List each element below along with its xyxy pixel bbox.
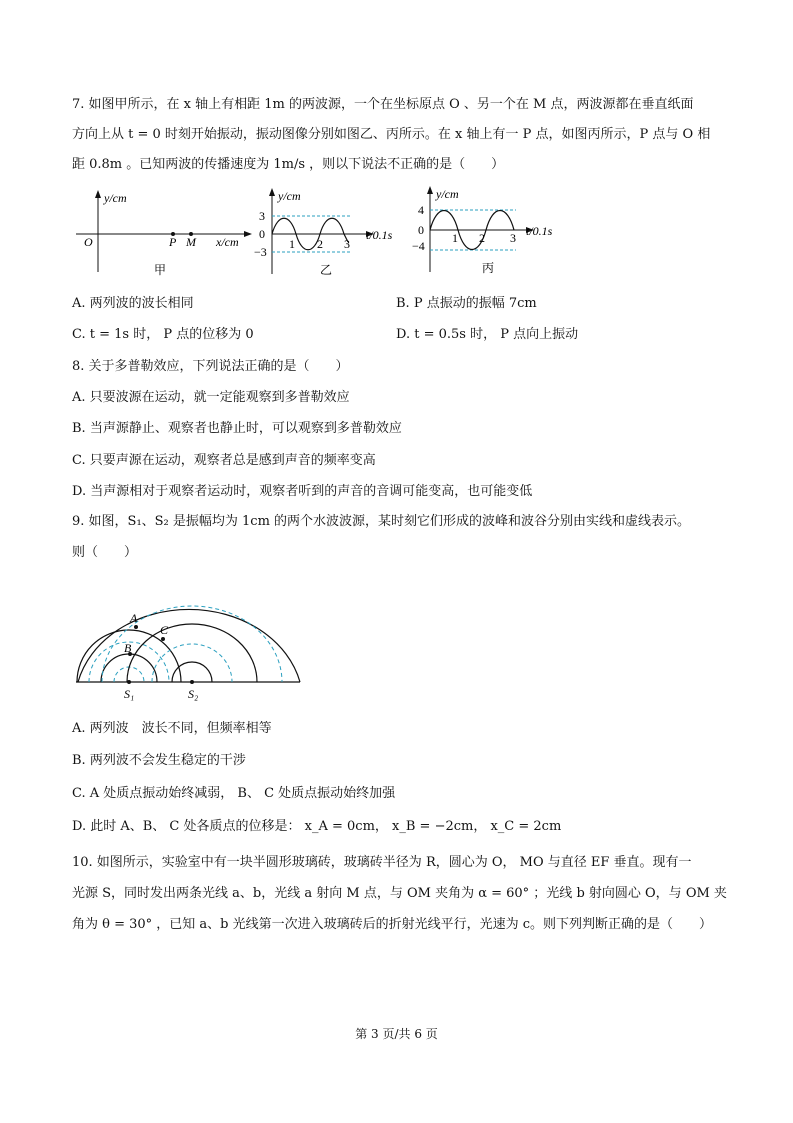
yi-caption: 乙 [320,263,333,277]
source-s2-dot [190,680,194,684]
figure-waves [72,586,304,706]
q8-option-c: C. 只要声源在运动，观察者总是感到声音的频率变高 [72,453,376,468]
q10-stem-line1: 10. 如图所示，实验室中有一块半圆形玻璃砖，玻璃砖半径为 R，圆心为 O， MO 与直径 EF 垂直。现有一 [72,855,692,870]
figure-yi [252,186,412,282]
bing-tick-1: 1 [452,231,458,245]
source-s1-dot [127,680,131,684]
jia-m-label: M [186,235,196,249]
bing-tick-2: 2 [479,231,485,245]
q7-option-d: D. t = 0.5s 时， P 点向上振动 [396,327,579,342]
q8-option-d: D. 当声源相对于观察者运动时，观察者听到的声音的音调可能变高，也可能变低 [72,484,533,499]
jia-caption: 甲 [154,263,167,277]
yi-tick-1: 1 [289,237,295,251]
q7-option-c: C. t = 1s 时， P 点的位移为 0 [72,327,254,342]
fig-label-b: B [124,641,132,655]
bing-tick-3: 3 [510,231,516,245]
fig-label-c: C [160,623,169,637]
q9-stem-line1: 9. 如图，S₁、S₂ 是振幅均为 1cm 的两个水波波源，某时刻它们形成的波峰和波谷分别由实线和虚线表示。 [72,514,691,529]
jia-xlabel: x/cm [216,235,239,249]
figure-jia [72,188,257,280]
jia-p-label: P [169,235,177,249]
q7-option-a: A. 两列波的波长相同 [72,296,194,311]
q8-option-a: A. 只要波源在运动，就一定能观察到多普勒效应 [72,390,350,405]
bing-caption: 丙 [482,261,495,275]
q9-option-d: D. 此时 A、B、 C 处各质点的位移是： x_A = 0cm， x_B = −2cm， x_C = 2cm [72,819,562,834]
fig-label-s1: S₁ [124,687,135,701]
q8-stem: 8. 关于多普勒效应，下列说法正确的是（ ） [72,359,349,374]
figure-bing [412,184,587,282]
fig-label-a: A [130,611,138,625]
yi-ylabel: y/cm [278,189,301,203]
bing-zero: 0 [418,223,424,237]
q8-option-b: B. 当声源静止、观察者也静止时，可以观察到多普勒效应 [72,421,402,436]
point-a-dot [134,625,138,629]
yi-zero: 0 [259,227,265,241]
q9-stem-line2: 则（ ） [72,545,138,560]
q9-option-a: A. 两列波 波长不同，但频率相等 [72,721,272,736]
yi-tick-3: 3 [344,237,350,251]
yi-tick-2: 2 [317,237,323,251]
bing-xlabel: t/0.1s [526,224,553,238]
fig-label-s2: S₂ [188,687,199,701]
yi-amp-neg: −3 [254,245,267,259]
yi-xlabel: t/0.1s [366,228,393,242]
jia-ylabel: y/cm [104,191,127,205]
q9-option-b: B. 两列波不会发生稳定的干涉 [72,753,246,768]
q10-stem-line2: 光源 S，同时发出两条光线 a、b，光线 a 射向 M 点，与 OM 夹角为 α = 60° ；光线 b 射向圆心 O，与 OM 夹 [72,886,727,901]
q7-option-b: B. P 点振动的振幅 7cm [396,296,537,311]
jia-origin-label: O [84,235,93,249]
q7-stem-line1: 7. 如图甲所示，在 x 轴上有相距 1m 的两波源，一个在坐标原点 O 、另一个在 M 点，两波源都在垂直纸面 [72,97,694,112]
bing-ylabel: y/cm [436,187,459,201]
q9-option-c: C. A 处质点振动始终减弱， B、 C 处质点振动始终加强 [72,786,396,801]
yi-amp-pos: 3 [259,209,265,223]
point-c-dot [161,637,165,641]
page-footer: 第 3 页/共 6 页 [355,1027,438,1041]
q7-stem-line2: 方向上从 t = 0 时刻开始振动，振动图像分别如图乙、丙所示。在 x 轴上有一 P 点，如图丙所示，P 点与 O 相 [72,127,711,142]
q7-stem-line3: 距 0.8m 。已知两波的传播速度为 1m/s ，则以下说法不正确的是（ ） [72,157,505,172]
bing-amp-neg: −4 [412,239,425,253]
q10-stem-line3: 角为 θ = 30° ，已知 a、b 光线第一次进入玻璃砖后的折射光线平行，光速为 c。则下列判断正确的是（ ） [72,917,713,932]
bing-amp-pos: 4 [418,203,424,217]
